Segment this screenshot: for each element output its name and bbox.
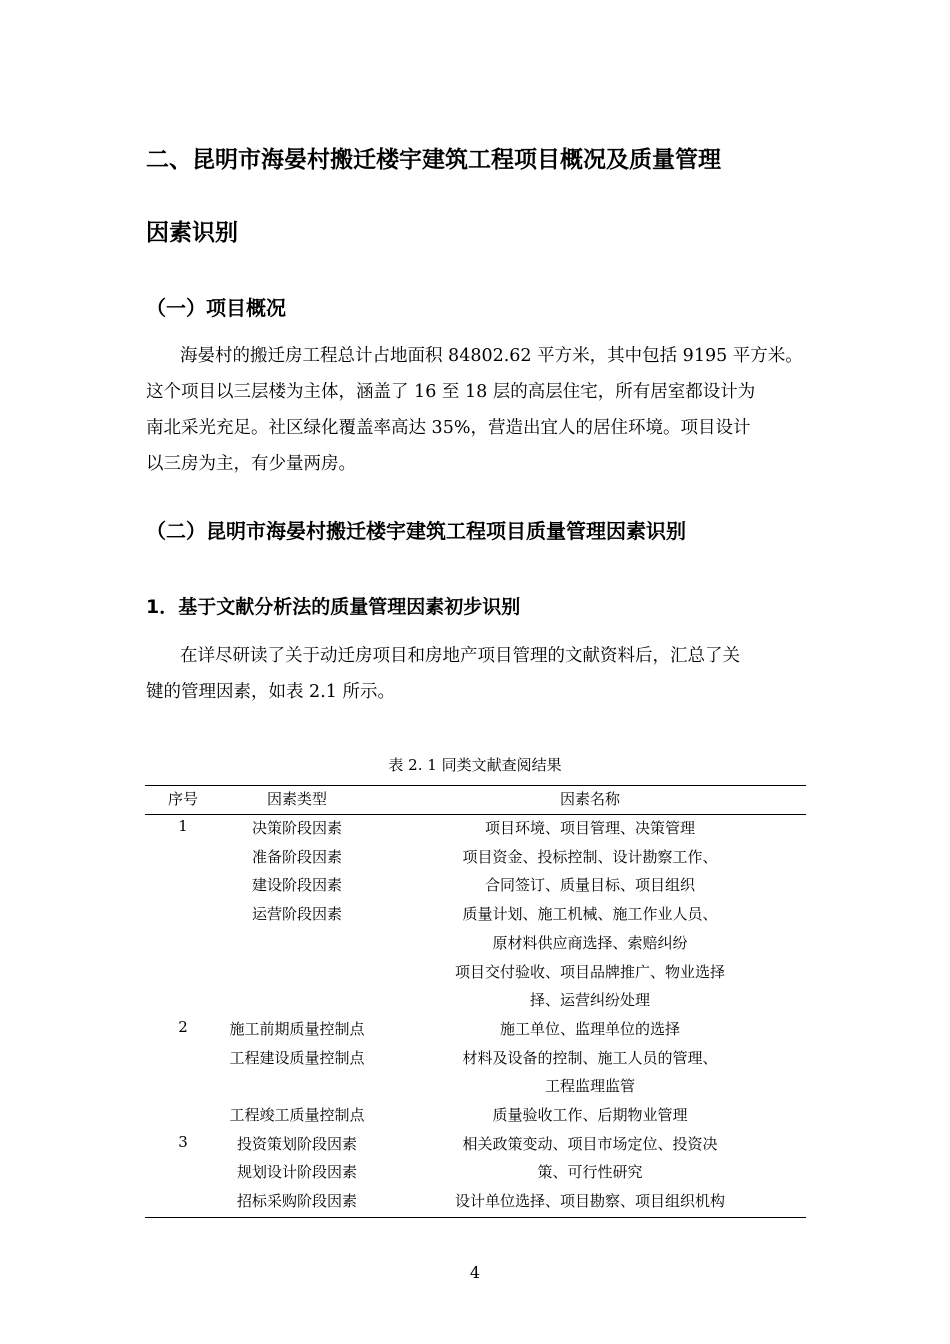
table-cell-name: 项目交付验收、项目品牌推广、物业选择 (454, 963, 725, 981)
table-cell-number: 1 (178, 817, 188, 835)
section-heading-overview: （一）项目概况 (146, 296, 286, 320)
paragraph-line: 这个项目以三层楼为主体，涵盖了 16 至 18 层的高层住宅，所有居室都设计为 (146, 382, 756, 402)
table-cell-name: 择、运营纠纷处理 (529, 991, 650, 1009)
chapter-heading-line1: 二、昆明市海晏村搬迁楼宇建筑工程项目概况及质量管理 (146, 147, 721, 173)
table-cell-name: 工程监理监管 (544, 1077, 635, 1095)
subsection-heading: 1．基于文献分析法的质量管理因素初步识别 (146, 596, 521, 618)
table-header-type: 因素类型 (266, 790, 327, 808)
table-cell-type: 投资策划阶段因素 (236, 1135, 357, 1153)
table-cell-name: 策、可行性研究 (537, 1163, 643, 1181)
table-cell-type: 决策阶段因素 (251, 819, 342, 837)
paragraph-line: 以三房为主，有少量两房。 (146, 454, 356, 474)
paragraph-line: 键的管理因素，如表 2.1 所示。 (146, 682, 395, 702)
paragraph-line: 海晏村的搬迁房工程总计占地面积 84802.62 平方米，其中包括 9195 平方米。 (180, 346, 803, 366)
table-header-rule (145, 814, 806, 815)
paragraph-line: 南北采光充足。社区绿化覆盖率高达 35%，营造出宜人的居住环境。项目设计 (146, 418, 751, 438)
table-cell-name: 设计单位选择、项目勘察、项目组织机构 (454, 1192, 725, 1210)
paragraph-line: 在详尽研读了关于动迁房项目和房地产项目管理的文献资料后，汇总了关 (180, 646, 740, 666)
table-cell-type: 招标采购阶段因素 (236, 1192, 357, 1210)
table-cell-name: 合同签订、质量目标、项目组织 (484, 876, 695, 894)
table-cell-name: 质量计划、施工机械、施工作业人员、 (462, 905, 718, 923)
overview-paragraph (146, 338, 806, 482)
table-cell-name: 项目环境、项目管理、决策管理 (484, 819, 695, 837)
table-cell-type: 施工前期质量控制点 (229, 1020, 365, 1038)
table-top-rule (145, 785, 806, 786)
chapter-heading-line2: 因素识别 (146, 220, 238, 246)
table-bottom-rule (145, 1217, 806, 1218)
table-cell-type: 准备阶段因素 (251, 848, 342, 866)
table-cell-name: 原材料供应商选择、索赔纠纷 (492, 934, 688, 952)
table-cell-type: 工程建设质量控制点 (229, 1049, 365, 1067)
table-cell-name: 项目资金、投标控制、设计勘察工作、 (462, 848, 718, 866)
table-header-number: 序号 (167, 790, 198, 808)
table-cell-name: 质量验收工作、后期物业管理 (492, 1106, 688, 1124)
table-header-name: 因素名称 (559, 790, 620, 808)
table-cell-name: 相关政策变动、项目市场定位、投资决 (462, 1135, 718, 1153)
table-cell-type: 工程竣工质量控制点 (229, 1106, 365, 1124)
table-caption: 表 2. 1 同类文献查阅结果 (388, 756, 562, 774)
section-heading-identification: （二）昆明市海晏村搬迁楼宇建筑工程项目质量管理因素识别 (146, 519, 686, 543)
table-cell-type: 建设阶段因素 (251, 876, 342, 894)
table-cell-type: 规划设计阶段因素 (236, 1163, 357, 1181)
table-cell-name: 施工单位、监理单位的选择 (499, 1020, 680, 1038)
page-number: 4 (469, 1263, 481, 1282)
table-cell-type: 运营阶段因素 (251, 905, 342, 923)
table-cell-number: 2 (178, 1018, 188, 1036)
table-cell-name: 材料及设备的控制、施工人员的管理、 (462, 1049, 718, 1067)
identification-paragraph (146, 638, 806, 710)
table-cell-number: 3 (178, 1133, 188, 1151)
